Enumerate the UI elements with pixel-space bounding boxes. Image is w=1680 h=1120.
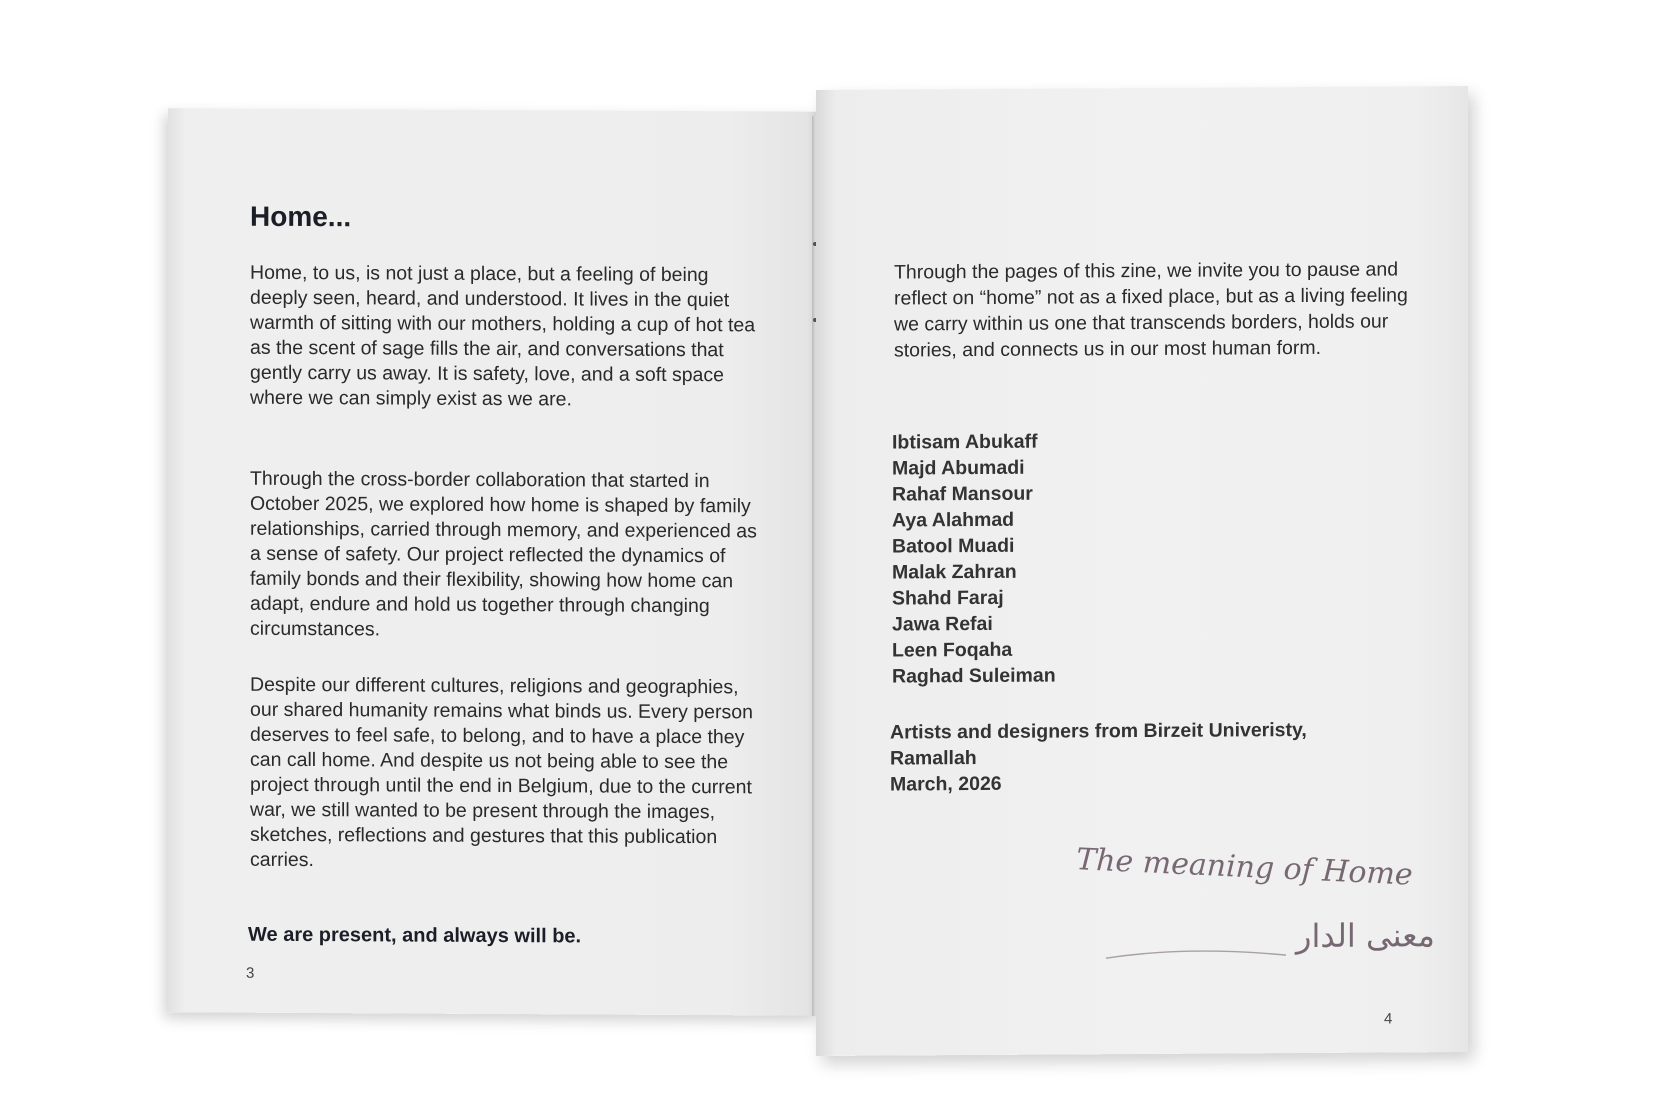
artist-name: Jawa Refai <box>892 612 993 636</box>
credit-institution: Artists and designers from Birzeit Univeristy, <box>890 718 1307 744</box>
credit-block <box>890 717 1307 798</box>
artist-name: Ibtisam Abukaff <box>892 430 1038 454</box>
signature-underline <box>1106 951 1286 959</box>
artist-names-list <box>892 429 1056 690</box>
artist-name: Majd Abumadi <box>892 456 1025 480</box>
page-number-left: 3 <box>246 964 255 982</box>
page-number-right: 4 <box>1384 1010 1393 1028</box>
credit-date: March, 2026 <box>890 772 1002 796</box>
artist-name: Raghad Suleiman <box>892 664 1056 688</box>
left-page <box>168 108 820 1015</box>
handwritten-english-text: The meaning of Home <box>1075 842 1414 893</box>
artist-name: Shahd Faraj <box>892 586 1004 610</box>
artist-name: Rahaf Mansour <box>892 482 1033 506</box>
artist-name: Batool Muadi <box>892 534 1015 558</box>
paragraph-1: Home, to us, is not just a place, but a feeling of being deeply seen, heard, and understood. It lives in the quiet warmth of sitting with our mothers, holding a cup of hot tea as the scent of sage fills the air, and conversations that gently carry us away. It is safety, love, and a soft space where we can simply exist as we are. <box>250 261 756 411</box>
artist-name: Leen Foqaha <box>892 638 1013 662</box>
intro-paragraph: Through the pages of this zine, we invite you to pause and reflect on “home” not as a fixed place, but as a living feeling we carry within us one that transcends borders, holds our stories, and connects us in our most human form. <box>894 258 1408 362</box>
handwritten-signature <box>1066 827 1435 979</box>
closing-statement: We are present, and always will be. <box>248 923 582 948</box>
handwritten-arabic-text: معنى الدار <box>1296 916 1435 956</box>
artist-name: Aya Alahmad <box>892 508 1015 532</box>
page-title: Home... <box>250 200 352 233</box>
paragraph-3: Despite our different cultures, religions and geographies, our shared humanity remains what binds us. Every person deserves to feel safe, to belong, and to have a place they can call home. And despite us not being able to see the project through until the end in Belgium, due to the current war, we still wanted to be present through the images, sketches, reflections and gestures that this publication carries. <box>250 673 753 872</box>
credit-city: Ramallah <box>890 747 977 770</box>
paragraph-2: Through the cross-border collaboration that started in October 2025, we explored how home is shaped by family relationships, carried through memory, and experienced as a sense of safety. Our project reflected the dynamics of family bonds and their flexibility, showing how home can adapt, endure and hold us together through changing circumstances. <box>250 467 757 641</box>
artist-name: Malak Zahran <box>892 560 1017 584</box>
right-page <box>816 86 1468 1056</box>
